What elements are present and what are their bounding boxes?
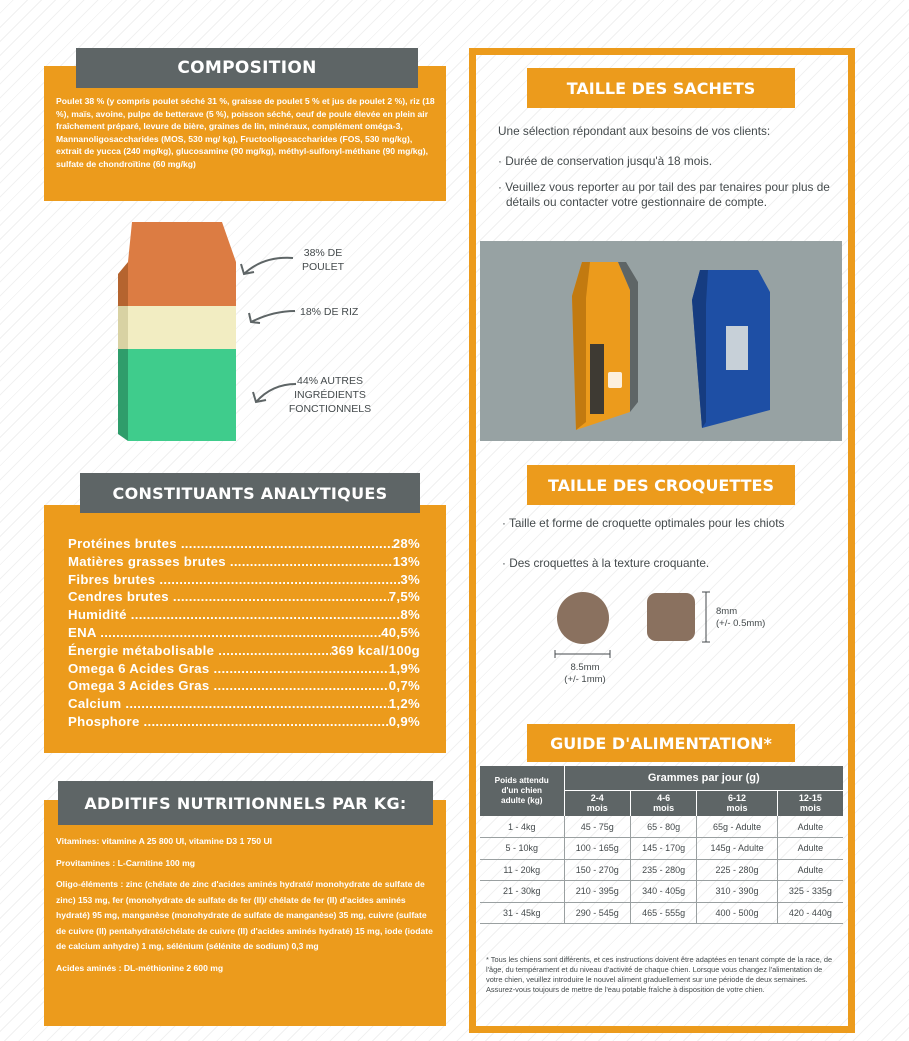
- analytic-item-value: 1,9%: [388, 660, 420, 676]
- additifs-amines: Acides aminés : DL-méthionine 2 600 mg: [56, 962, 224, 973]
- analytic-item-value: 3%: [400, 571, 420, 587]
- analytic-item-name: Omega 3 Acides Gras .....: [68, 677, 389, 695]
- label-other-line3: FONCTIONNELS: [288, 403, 372, 415]
- weight-header-line3: adulte (kg): [501, 796, 543, 805]
- table-row: [480, 816, 843, 838]
- label-chicken: [288, 246, 358, 274]
- grams-cell: 45 - 75g: [564, 816, 630, 838]
- grams-cell: 225 - 280g: [697, 859, 777, 881]
- bag-bottom-section: [128, 349, 236, 441]
- orange-sachet-icon: [568, 262, 643, 437]
- grams-cell: 340 - 405g: [630, 881, 696, 903]
- analytic-item: [68, 588, 420, 606]
- grams-cell: 235 - 280g: [630, 859, 696, 881]
- weight-cell: 31 - 45kg: [480, 902, 564, 924]
- analytic-item-name: Protéines brutes .....: [68, 535, 393, 553]
- grams-header: Grammes par jour (g): [564, 766, 843, 790]
- analytic-item: [68, 553, 420, 571]
- weight-cell: 21 - 30kg: [480, 881, 564, 903]
- table-row: [480, 881, 843, 903]
- analytic-item: [68, 606, 420, 624]
- age-header: [777, 790, 843, 816]
- age-header: [630, 790, 696, 816]
- analytic-item-name: Phosphore .....: [68, 713, 389, 731]
- table-row: [480, 902, 843, 924]
- bag-middle-section: [128, 306, 236, 349]
- additifs-oligo: Oligo-éléments : zinc (chélate de zinc d'acides aminés hydraté/ monohydrate de sulfate de zinc) 153 mg, fer (monohydrate de sulfate de fer (II)/ chélate de fer (II) d'acides aminés hydraté) 95 mg, manganèse (monohydrate de sulfate de manganèse) 35 mg, cuivre (sulfate de cuivre (II) pentahydraté/chélate de cuivre (II) d'acides aminés hydraté) 15 mg, iode (iodate de calcium anhydre) 1 mg, sélénium (sélénite de sodium) 0,3 mg: [56, 879, 433, 951]
- age-header: [564, 790, 630, 816]
- label-other-line2: INGRÉDIENTS: [294, 389, 366, 401]
- grams-cell: 150 - 270g: [564, 859, 630, 881]
- composition-text: Poulet 38 % (y compris poulet séché 31 %, graisse de poulet 5 % et jus de poulet 2 %), riz (18 %), maïs, avoine, pulpe de betterave (5 %), poisson séché, oeuf de poule élevée en plein air fraîchement préparé, levure de bière, graines de lin, minéraux, complément oméga-3, Mannanoligosaccharides (MOS, 530 mg/ kg), Fructooligosaccharides (FOS, 530 mg/kg), extrait de yucca (240 mg/kg), glucosamine (90 mg/kg), méthyl-sulfonyl-méthane (90 mg/kg), sulfate de chondroïtine (60 mg/kg): [56, 96, 435, 169]
- grams-cell: 100 - 165g: [564, 838, 630, 860]
- sachets-title: TAILLE DES SACHETS: [527, 68, 795, 108]
- analytic-item-value: 1,2%: [388, 696, 420, 712]
- age-unit: mois: [726, 803, 748, 814]
- grams-cell: 65g - Adulte: [697, 816, 777, 838]
- weight-cell: 11 - 20kg: [480, 859, 564, 881]
- analytic-list: [68, 535, 420, 731]
- grams-cell: Adulte: [777, 816, 843, 838]
- bag-bottom-side: [118, 349, 128, 441]
- composition-title: COMPOSITION: [76, 48, 418, 88]
- additifs-vitamines: Vitamines: vitamine A 25 800 UI, vitamine D3 1 750 UI: [56, 836, 273, 846]
- dim-width-line2: (+/- 1mm): [564, 674, 606, 685]
- analytic-item: [68, 624, 420, 642]
- analytic-item-name: Omega 6 Acides Gras .....: [68, 660, 389, 678]
- additifs-title: ADDITIFS NUTRITIONNELS PAR KG:: [58, 781, 433, 825]
- analytic-item-name: Humidité .....: [68, 606, 400, 624]
- analytic-item-value: 369 kcal/100g: [331, 642, 420, 658]
- analytic-item-value: 8%: [400, 607, 420, 623]
- label-other-line1: 44% AUTRES: [297, 375, 363, 387]
- grams-cell: 210 - 395g: [564, 881, 630, 903]
- feeding-table: [480, 766, 843, 924]
- age-unit: mois: [586, 803, 608, 814]
- analytic-item: [68, 571, 420, 589]
- grams-cell: 65 - 80g: [630, 816, 696, 838]
- weight-cell: 1 - 4kg: [480, 816, 564, 838]
- analytic-item-value: 13%: [392, 553, 420, 569]
- croquettes-bullet-2: · Des croquettes à la texture croquante.: [502, 556, 710, 570]
- weight-header: [480, 766, 564, 816]
- analytic-title: CONSTITUANTS ANALYTIQUES: [80, 473, 420, 513]
- analytic-item-value: 0,7%: [388, 678, 420, 694]
- analytic-item: [68, 660, 420, 678]
- label-rice: 18% DE RIZ: [300, 306, 359, 318]
- dim-height-line2: (+/- 0.5mm): [716, 618, 766, 629]
- age-range: 2-4: [590, 793, 604, 804]
- arrow-rice-icon: [245, 306, 300, 328]
- analytic-item-name: Cendres brutes .....: [68, 588, 389, 606]
- age-unit: mois: [799, 803, 821, 814]
- dim-width-label: [560, 662, 610, 686]
- grams-cell: Adulte: [777, 838, 843, 860]
- analytic-item-value: 7,5%: [388, 589, 420, 605]
- sachets-bullet-2: · Veuillez vous reporter au por tail des par tenaires pour plus de détails ou contacter votre gestionnaire de compte.: [498, 180, 830, 209]
- grams-cell: 145g - Adulte: [697, 838, 777, 860]
- food-bag-illustration: [110, 222, 240, 447]
- guide-footnote: * Tous les chiens sont différents, et ces instructions doivent être adaptées en tenant compte de la race, de l'âge, du tempérament et du niveau d'activité de chaque chien. Lorsque vous changez l'alimentation de votre chien, veuillez introduire le nouvel aliment graduellement sur une période de deux semaines. Assurez-vous toujours de mettre de l'eau potable fraîche à disposition de votre chien.: [486, 955, 833, 994]
- sachets-intro: Une sélection répondant aux besoins de vos clients:: [498, 124, 771, 138]
- weight-header-line1: Poids attendu: [494, 776, 549, 785]
- bag-top-section: [128, 222, 236, 306]
- analytic-item-value: 40,5%: [381, 624, 420, 640]
- bag-middle-side: [118, 306, 128, 349]
- label-chicken-line2: POULET: [301, 261, 344, 273]
- feeding-table-body: [480, 816, 843, 924]
- table-row: [480, 859, 843, 881]
- age-range: 4-6: [657, 793, 671, 804]
- additifs-text: [56, 834, 436, 982]
- croquettes-title: TAILLE DES CROQUETTES: [527, 465, 795, 505]
- weight-header-line2: d'un chien: [501, 786, 543, 795]
- blue-sachet-icon: [688, 270, 778, 430]
- grams-cell: 465 - 555g: [630, 902, 696, 924]
- analytic-item: [68, 535, 420, 553]
- grams-cell: 420 - 440g: [777, 902, 843, 924]
- croquettes-bullet-1: · Taille et forme de croquette optimales pour les chiots: [502, 516, 785, 530]
- analytic-item-value: 0,9%: [388, 713, 420, 729]
- dim-height-line1: 8mm: [716, 606, 738, 617]
- analytic-item: [68, 642, 420, 660]
- label-chicken-line1: 38% DE: [303, 247, 343, 259]
- grams-cell: 290 - 545g: [564, 902, 630, 924]
- grams-cell: 145 - 170g: [630, 838, 696, 860]
- grams-cell: 310 - 390g: [697, 881, 777, 903]
- analytic-item: [68, 677, 420, 695]
- weight-cell: 5 - 10kg: [480, 838, 564, 860]
- additifs-provitamines: Provitamines : L-Carnitine 100 mg: [56, 857, 195, 868]
- dimension-lines: [550, 588, 710, 668]
- age-header: [697, 790, 777, 816]
- label-other: [280, 374, 380, 416]
- analytic-item-name: Énergie métabolisable .....: [68, 642, 331, 660]
- age-range: 6-12: [728, 793, 747, 804]
- analytic-item: [68, 695, 420, 713]
- grams-cell: Adulte: [777, 859, 843, 881]
- sachets-bullet-1: · Durée de conservation jusqu'à 18 mois.: [498, 154, 713, 168]
- age-range: 12-15: [798, 793, 822, 804]
- grams-cell: 400 - 500g: [697, 902, 777, 924]
- table-row: [480, 838, 843, 860]
- analytic-item-name: Matières grasses brutes .....: [68, 553, 393, 571]
- grams-cell: 325 - 335g: [777, 881, 843, 903]
- analytic-item-name: ENA .....: [68, 624, 381, 642]
- guide-title: GUIDE D'ALIMENTATION*: [527, 724, 795, 762]
- dim-width-line1: 8.5mm: [570, 662, 600, 673]
- analytic-item-value: 28%: [392, 536, 420, 551]
- sachets-image: [480, 241, 842, 441]
- dim-height-label: [716, 606, 765, 630]
- analytic-item-name: Fibres brutes .....: [68, 571, 400, 589]
- age-unit: mois: [653, 803, 675, 814]
- analytic-item-name: Calcium .....: [68, 695, 389, 713]
- analytic-item: [68, 713, 420, 731]
